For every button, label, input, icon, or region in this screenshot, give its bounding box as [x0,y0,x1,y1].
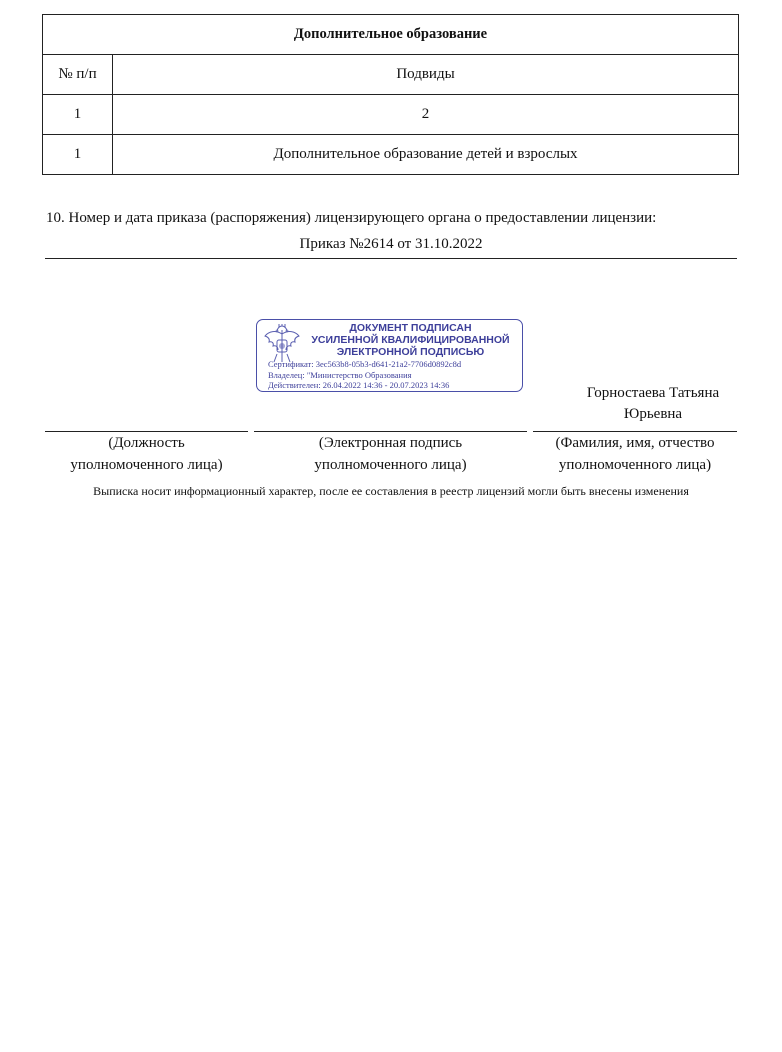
signer-name-line-1: Горностаева Татьяна [586,385,720,401]
signature-caption [254,432,527,476]
stamp-heading [303,322,518,358]
table-title-row [43,15,739,55]
electronic-signature-stamp [256,319,523,392]
signature-caption-line-1: (Электронная подпись [318,435,463,451]
row-num: 1 [43,135,113,175]
clause-10-text: 10. Номер и дата приказа (распоряжения) лицензирующего органа о предоставлении лицензии: [46,210,657,226]
position-caption-line-1: (Должность [108,435,185,451]
name-caption-line-1: (Фамилия, имя, отчество [555,435,715,451]
header-kinds: Подвиды [113,55,739,95]
index-num: 1 [43,95,113,135]
stamp-line-2: УСИЛЕННОЙ КВАЛИФИЦИРОВАННОЙ [311,334,510,346]
stamp-details [268,359,461,391]
position-caption [45,432,248,476]
table-index-row [43,95,739,135]
stamp-line-3: ЭЛЕКТРОННОЙ ПОДПИСЬЮ [336,346,485,358]
education-table [42,14,739,175]
signature-caption-line-2: уполномоченного лица) [314,457,467,473]
row-kinds: Дополнительное образование детей и взрослых [113,135,739,175]
index-kinds: 2 [113,95,739,135]
position-caption-line-2: уполномоченного лица) [70,457,223,473]
table-title: Дополнительное образование [43,15,739,55]
signer-name [548,383,758,425]
stamp-owner: Владелец: "Министерство Образования [268,369,412,380]
order-value: Приказ №2614 от 31.10.2022 [299,236,483,252]
header-num: № п/п [43,55,113,95]
footnote: Выписка носит информационный характер, после ее составления в реестр лицензий могли быть внесены изменения [93,484,689,498]
stamp-line-1: ДОКУМЕНТ ПОДПИСАН [349,322,472,334]
table-row [43,135,739,175]
name-caption [533,432,737,476]
table-header-row [43,55,739,95]
signer-name-line-2: Юрьевна [623,406,683,422]
name-caption-line-2: уполномоченного лица) [558,457,712,473]
order-underline [45,258,737,259]
stamp-validity: Действителен: 26.04.2022 14:36 - 20.07.2023 14:36 [268,380,450,390]
stamp-certificate: Сертификат: 3ec563b8-05b3-d641-21a2-7706d0892c8d [268,359,462,369]
